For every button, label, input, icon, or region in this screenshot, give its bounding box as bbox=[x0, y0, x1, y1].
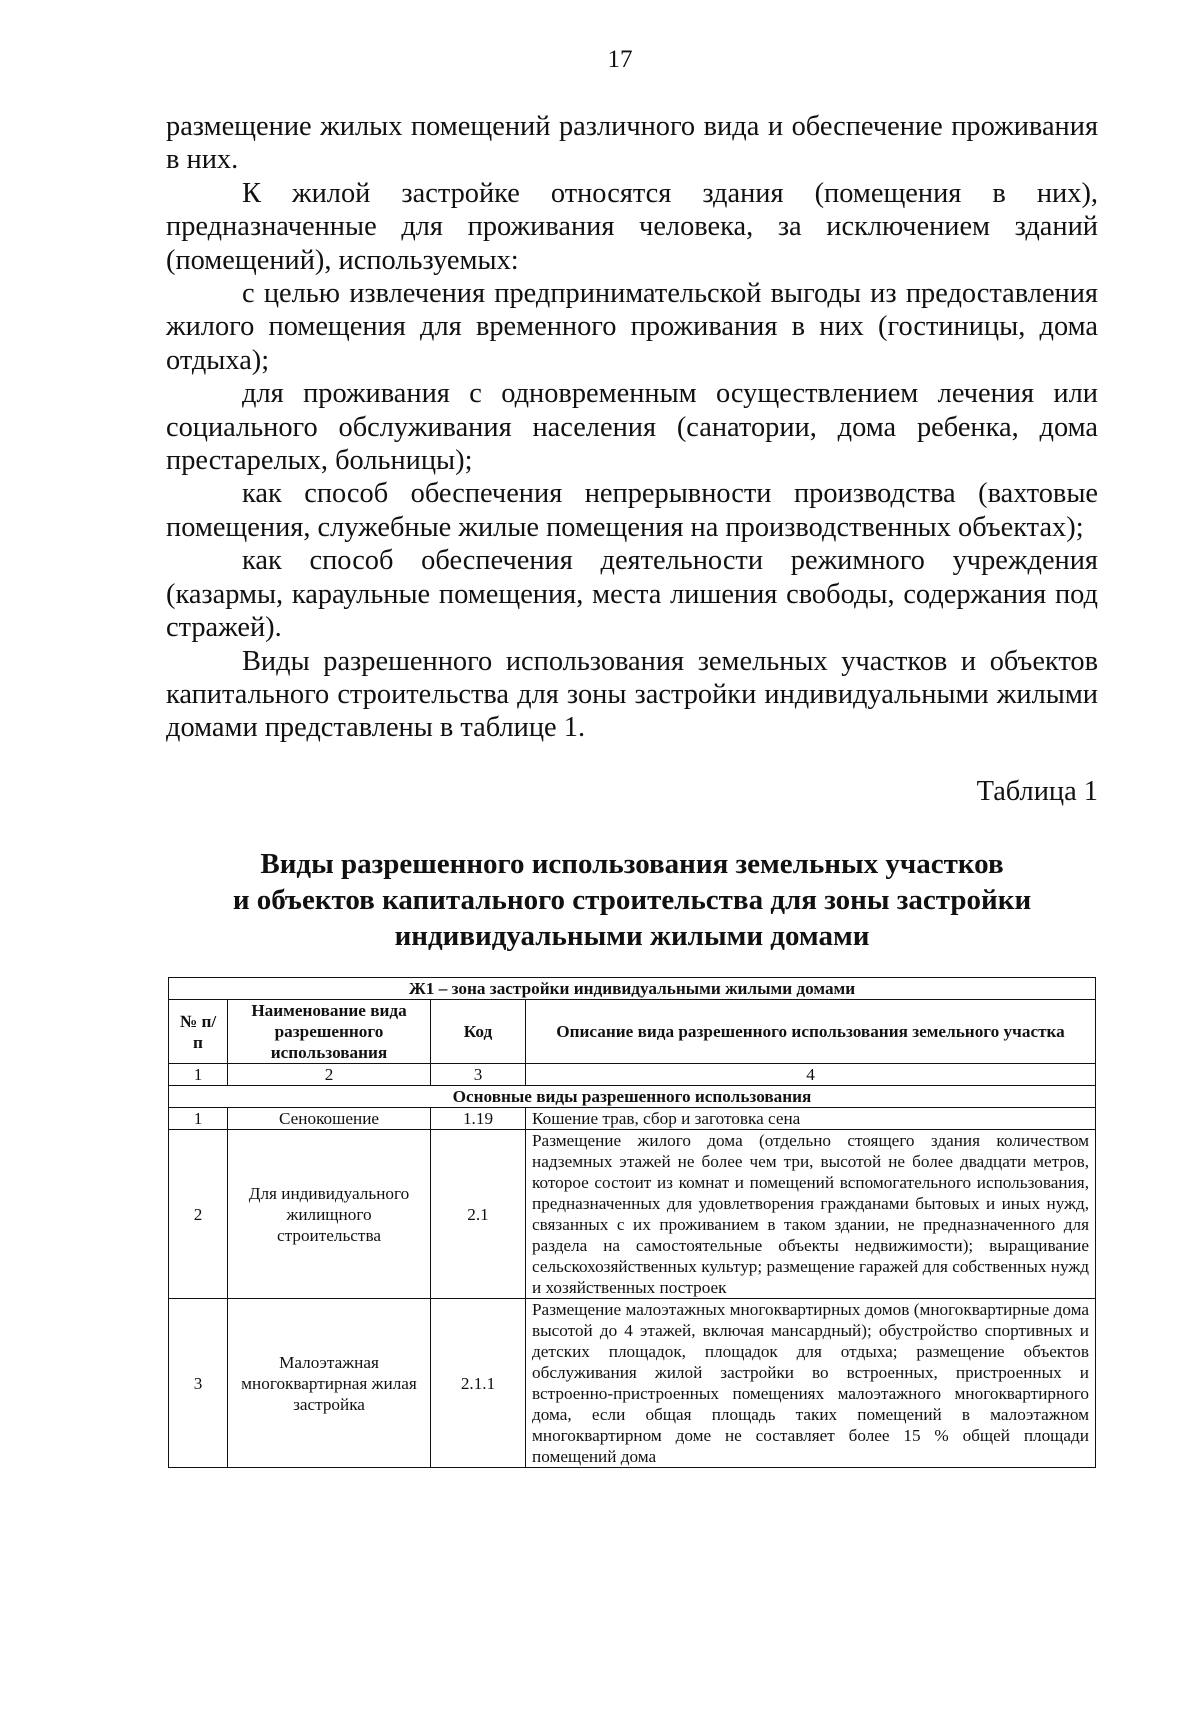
row-name: Для индивидуального жилищного строительства bbox=[228, 1130, 431, 1299]
column-number: 4 bbox=[526, 1064, 1096, 1086]
row-description: Размещение жилого дома (отдельно стоящего здания количеством надземных этажей не более чем три, высотой не более двадцати метров, которое состоит из комнат и помещений вспомогательного использования, предназначенных для удовлетворения гражданами бытовых и иных нужд, связанных с их проживанием в таком здании, не предназначенного для раздела на самостоятельные объекты недвижимости); выращивание сельскохозяйственных культур; размещение гаражей для собственных нужд и хозяйственных построек bbox=[526, 1130, 1096, 1299]
paragraph: как способ обеспечения деятельности режимного учреждения (казармы, караульные помещения, места лишения свободы, содержания под стражей). bbox=[166, 545, 1098, 644]
paragraph: для проживания с одновременным осуществлением лечения или социального обслуживания населения (санатории, дома ребенка, дома престарелых, больницы); bbox=[166, 378, 1098, 477]
paragraph: Виды разрешенного использования земельных участков и объектов капитального строительства для зоны застройки индивидуальными жилыми домами представлены в таблице 1. bbox=[166, 645, 1098, 744]
column-header-name: Наименование вида разрешенного использования bbox=[228, 1000, 431, 1064]
row-description: Размещение малоэтажных многоквартирных домов (многоквартирные дома высотой до 4 этажей, включая мансардный); обустройство спортивных и детских площадок, площадок для отдыха; размещение объектов обслуживания жилой застройки во встроенных, пристроенных и встроенно-пристроенных помещениях малоэтажного многоквартирного дома, если общая площадь таких помещений в малоэтажном многоквартирном доме не составляет более 15 % общей площади помещений дома bbox=[526, 1299, 1096, 1468]
row-name: Малоэтажная многоквартирная жилая застройка bbox=[228, 1299, 431, 1468]
zone-header: Ж1 – зона застройки индивидуальными жилыми домами bbox=[169, 978, 1096, 1000]
section-header: Основные виды разрешенного использования bbox=[169, 1086, 1096, 1108]
row-description: Кошение трав, сбор и заготовка сена bbox=[526, 1108, 1096, 1130]
table-row bbox=[169, 1299, 1096, 1468]
section-header-row bbox=[169, 1086, 1096, 1108]
column-header-no: № п/п bbox=[169, 1000, 228, 1064]
table-row bbox=[169, 1130, 1096, 1299]
column-header-code: Код bbox=[431, 1000, 526, 1064]
paragraph: размещение жилых помещений различного вида и обеспечение проживания в них. bbox=[166, 111, 1098, 176]
column-number: 2 bbox=[228, 1064, 431, 1086]
row-number: 1 bbox=[169, 1108, 228, 1130]
row-name: Сенокошение bbox=[228, 1108, 431, 1130]
land-use-table bbox=[168, 977, 1096, 1468]
row-code: 1.19 bbox=[431, 1108, 526, 1130]
column-number-row bbox=[169, 1064, 1096, 1086]
zone-header-row bbox=[169, 978, 1096, 1000]
row-code: 2.1.1 bbox=[431, 1299, 526, 1468]
row-number: 2 bbox=[169, 1130, 228, 1299]
page-number: 17 bbox=[607, 46, 633, 73]
row-number: 3 bbox=[169, 1299, 228, 1468]
row-code: 2.1 bbox=[431, 1130, 526, 1299]
table-row bbox=[169, 1108, 1096, 1130]
paragraph: с целью извлечения предпринимательской выгоды из предоставления жилого помещения для временного проживания в них (гостиницы, дома отдыха); bbox=[166, 278, 1098, 376]
paragraph: К жилой застройке относятся здания (помещения в них), предназначенные для проживания человека, за исключением зданий (помещений), используемых: bbox=[166, 177, 1098, 276]
table-caption: Таблица 1 bbox=[976, 776, 1098, 807]
table-title bbox=[166, 846, 1098, 954]
body-text bbox=[166, 110, 1098, 745]
table-title-line: и объектов капитального строительства для зоны застройки bbox=[232, 884, 1032, 916]
table-title-line: индивидуальными жилыми домами bbox=[394, 920, 870, 952]
table-title-line: Виды разрешенного использования земельных участков bbox=[260, 848, 1004, 880]
column-number: 3 bbox=[431, 1064, 526, 1086]
paragraph: как способ обеспечения непрерывности производства (вахтовые помещения, служебные жилые помещения на производственных объектах); bbox=[166, 478, 1098, 543]
column-header-description: Описание вида разрешенного использования земельного участка bbox=[526, 1000, 1096, 1064]
column-number: 1 bbox=[169, 1064, 228, 1086]
column-header-row bbox=[169, 1000, 1096, 1064]
